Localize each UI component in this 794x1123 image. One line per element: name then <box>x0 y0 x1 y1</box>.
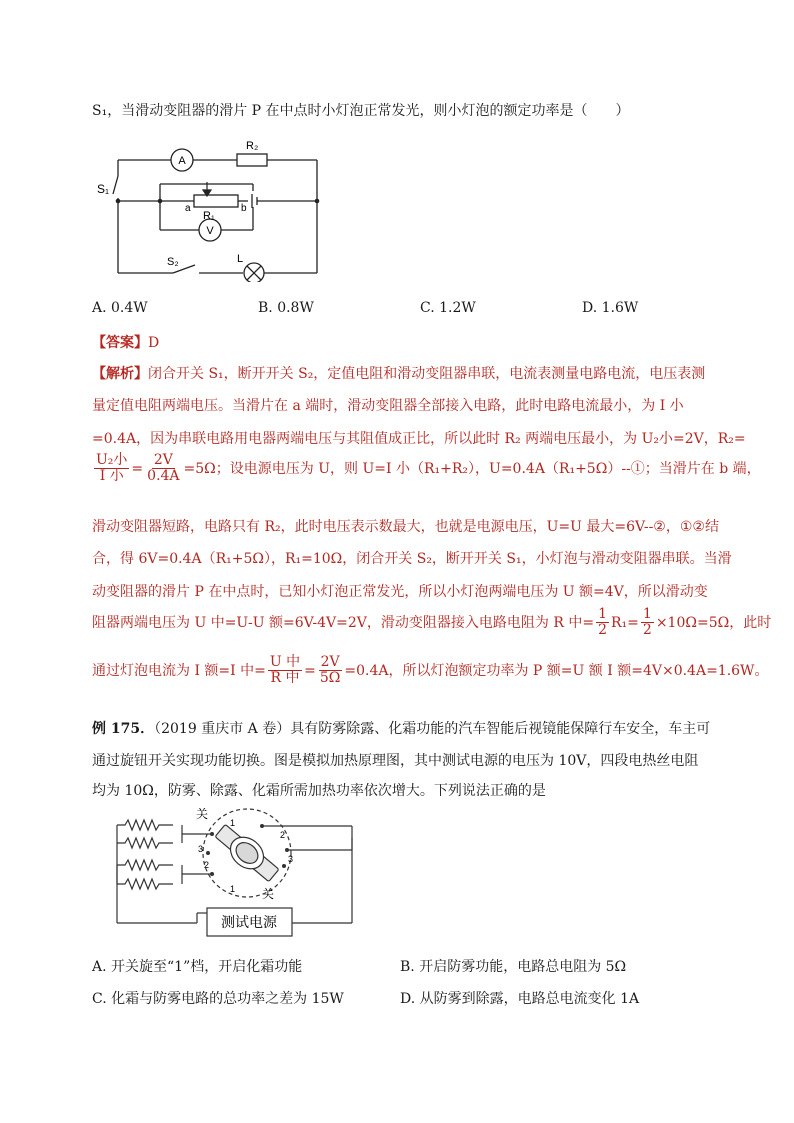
pos-1-bottom: 1 <box>230 884 236 894</box>
equals-sign: = <box>304 662 316 679</box>
r1-label: R₁ <box>203 210 215 222</box>
analysis-text-1: 闭合开关 S₁，断开开关 S₂，定值电阻和滑动变阻器串联，电流表测量电路电流，电压表测 <box>148 366 706 382</box>
lamp-label: L <box>237 253 244 265</box>
analysis-line-3: =0.4A，因为串联电路用电器两端电压与其阻值成正比，所以此时 R₂ 两端电压最小，为 U₂小=2V，R₂= <box>92 431 746 447</box>
pos-2-top: 2 <box>280 830 286 840</box>
example-option-b[interactable]: B. 开启防雾功能，电路总电阻为 5Ω <box>400 959 627 975</box>
fraction-half <box>596 607 609 639</box>
option-d[interactable]: D. 1.6W <box>582 300 639 316</box>
voltmeter-label: V <box>206 225 214 237</box>
example-175-line-1 <box>92 718 710 738</box>
example-title: 例 175． <box>92 721 155 737</box>
frac-den: R 中 <box>270 670 300 687</box>
frac-den: 2 <box>598 622 608 639</box>
frac-num: 2V <box>320 654 340 670</box>
off-label-bottom: 关 <box>262 887 275 901</box>
analysis-line-6: 合，得 6V=0.4A（R₁+5Ω），R₁=10Ω，闭合开关 S₂，断开开关 S₁，小灯泡与滑动变阻器串联。当滑 <box>92 551 732 567</box>
power-source-label: 测试电源 <box>221 914 277 930</box>
frac-num: 1 <box>642 606 652 622</box>
analysis-text-8a: 阻器两端电压为 U 中=U-U 额=6V-4V=2V，滑动变阻器接入电路电阻为 R 中= <box>92 614 595 631</box>
r2-label: R₂ <box>246 140 259 152</box>
frac-num: 2V <box>153 452 173 468</box>
frac-den: 0.4A <box>147 468 180 485</box>
analysis-line-4 <box>92 453 761 485</box>
fraction-2v-over-5ohm <box>318 655 343 687</box>
example-option-c[interactable]: C. 化霜与防雾电路的总功率之差为 15W <box>92 991 344 1007</box>
answer-line <box>92 332 159 352</box>
answer-value: D <box>148 335 160 351</box>
ammeter-label: A <box>178 155 186 167</box>
question-stem: S₁，当滑动变阻器的滑片 P 在中点时小灯泡正常发光，则小灯泡的额定功率是（ ） <box>92 103 630 119</box>
off-label-top: 关 <box>196 808 209 821</box>
analysis-text-9a: 通过灯泡电流为 I 额=I 中= <box>92 662 266 679</box>
s2-label: S₂ <box>167 256 179 268</box>
frac-num: 1 <box>598 606 608 622</box>
fraction-u-over-r <box>268 655 302 687</box>
example-option-a[interactable]: A. 开关旋至“1”档，开启化霜功能 <box>92 959 303 975</box>
option-a[interactable]: A. 0.4W <box>92 300 148 316</box>
circuit-diagram-1 <box>95 132 335 282</box>
example-text-1: （2019 重庆市 A 卷）具有防雾除露、化霜功能的汽车智能后视镜能保障行车安全，车主可 <box>154 721 711 737</box>
option-c[interactable]: C. 1.2W <box>420 300 476 316</box>
frac-den: 2 <box>642 622 652 639</box>
fraction-half <box>641 607 654 639</box>
example-175-line-2: 通过旋钮开关实现功能切换。图是模拟加热原理图，其中测试电源的电压为 10V，四段电热丝电阻 <box>92 753 699 769</box>
analysis-text-8b: R₁= <box>611 614 639 631</box>
answer-tag: 【答案】 <box>92 335 148 351</box>
equals-sign: = <box>131 460 144 477</box>
pos-3-left: 3 <box>198 844 204 854</box>
pos-1-top: 1 <box>230 818 236 828</box>
analysis-tag: 【解析】 <box>92 366 148 382</box>
slider-end-a: a <box>185 203 191 214</box>
frac-den: I 小 <box>99 468 124 485</box>
analysis-line-5: 滑动变阻器短路，电路只有 R₂，此时电压表示数最大，也就是电源电压，U=U 最大=6V--②，①②结 <box>92 519 719 535</box>
analysis-line-7: 动变阻器的滑片 P 在中点时，已知小灯泡正常发光，所以小灯泡两端电压为 U 额=4V，所以滑动变 <box>92 584 708 600</box>
analysis-text-4: =5Ω；设电源电压为 U，则 U=I 小（R₁+R₂），U=0.4A（R₁+5Ω）--①；当滑片在 b 端， <box>183 460 761 477</box>
analysis-line-8 <box>92 607 771 639</box>
analysis-line-1 <box>92 363 705 383</box>
slider-end-b: b <box>241 203 247 214</box>
analysis-text-8c: ×10Ω=5Ω，此时 <box>655 614 772 631</box>
example-175-line-3: 均为 10Ω，防雾、除露、化霜所需加热功率依次增大。下列说法正确的是 <box>92 783 546 799</box>
fraction-u-over-i <box>94 453 129 485</box>
fraction-2v-over-04a <box>145 453 181 485</box>
pos-3-top: 3 <box>288 854 294 864</box>
analysis-line-9 <box>92 655 768 687</box>
analysis-line-2: 量定值电阻两端电压。当滑片在 a 端时，滑动变阻器全部接入电路，此时电路电流最小，为 I 小 <box>92 398 684 414</box>
frac-num: U₂小 <box>96 452 128 468</box>
frac-num: U 中 <box>269 654 301 670</box>
option-b[interactable]: B. 0.8W <box>258 300 314 316</box>
circuit-diagram-2 <box>112 808 527 944</box>
pos-2-left: 2 <box>204 860 210 870</box>
frac-den: 5Ω <box>319 670 341 687</box>
s1-label: S₁ <box>97 182 110 196</box>
example-option-d[interactable]: D. 从防雾到除露，电路总电流变化 1A <box>400 991 640 1007</box>
analysis-text-9b: =0.4A，所以灯泡额定功率为 P 额=U 额 I 额=4V×0.4A=1.6W。 <box>344 662 769 679</box>
